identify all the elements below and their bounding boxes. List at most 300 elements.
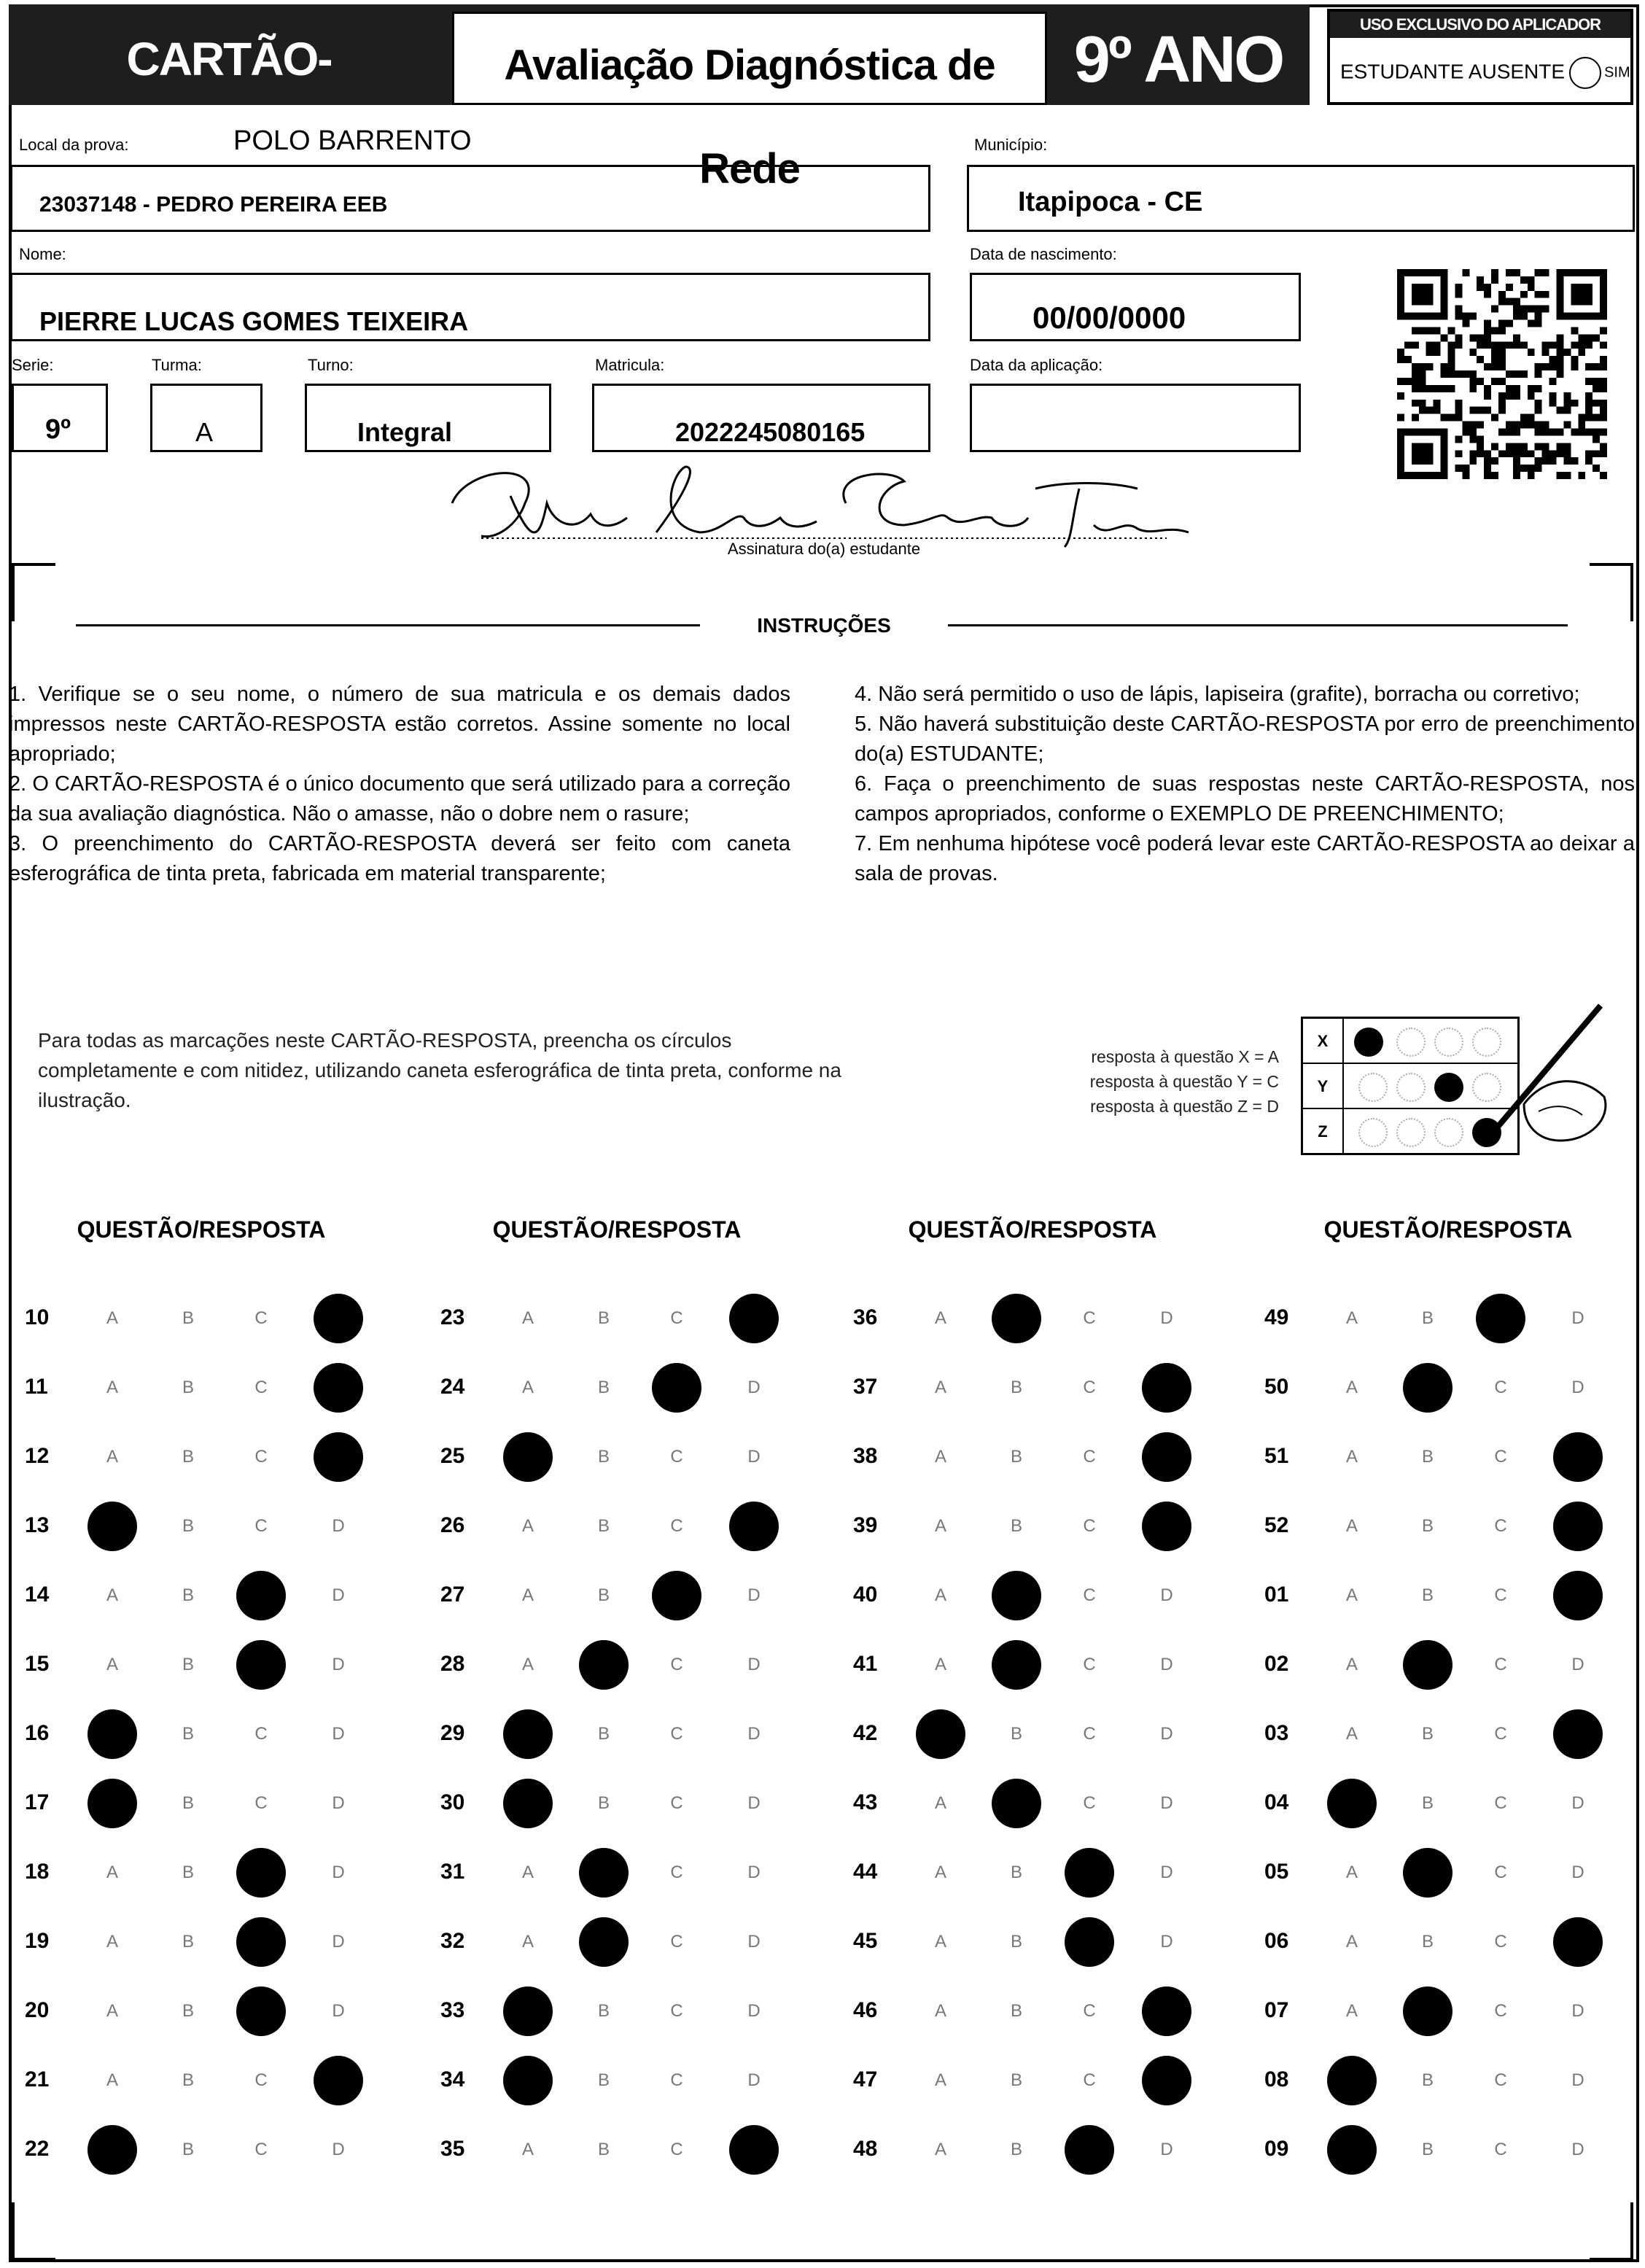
answer-bubble-b[interactable]: B bbox=[182, 2070, 194, 2090]
answer-bubble-d[interactable]: D bbox=[1571, 1863, 1584, 1882]
answer-bubble-c[interactable]: C bbox=[1083, 1447, 1096, 1467]
question-number: 07 bbox=[1264, 1998, 1289, 2022]
answer-bubble-c[interactable]: C bbox=[254, 1516, 268, 1536]
answer-mark-d[interactable] bbox=[1553, 1432, 1603, 1482]
answer-bubble-c[interactable]: C bbox=[254, 2140, 268, 2159]
answer-bubble-b[interactable]: B bbox=[1010, 1932, 1022, 1952]
answer-bubble-a[interactable]: A bbox=[934, 1378, 946, 1397]
answer-mark-b[interactable] bbox=[579, 1917, 629, 1967]
answer-bubble-b[interactable]: B bbox=[182, 1308, 194, 1328]
answer-mark-c[interactable] bbox=[236, 1571, 286, 1620]
answer-bubble-b[interactable]: B bbox=[597, 1378, 610, 1397]
question-number: 26 bbox=[440, 1513, 465, 1537]
answer-bubble-a[interactable]: A bbox=[934, 1793, 946, 1813]
corner-bottom-right bbox=[1590, 2202, 1633, 2261]
answer-bubble-b[interactable]: B bbox=[597, 1724, 610, 1744]
answer-bubble-d[interactable]: D bbox=[747, 1932, 761, 1952]
answer-bubble-d[interactable]: D bbox=[1571, 1378, 1584, 1397]
question-number: 38 bbox=[853, 1444, 878, 1468]
answer-bubble-d[interactable]: D bbox=[332, 1724, 345, 1744]
answer-bubble-c[interactable]: C bbox=[254, 2070, 268, 2090]
answer-bubble-a[interactable]: A bbox=[934, 2140, 946, 2159]
answer-bubble-a[interactable]: A bbox=[1345, 1932, 1358, 1952]
answer-bubble-a[interactable]: A bbox=[521, 1516, 534, 1536]
answer-bubble-a[interactable]: A bbox=[934, 2001, 946, 2021]
answer-mark-d[interactable] bbox=[1553, 1571, 1603, 1620]
serie-label: Serie: bbox=[12, 356, 54, 374]
answer-bubble-d[interactable]: D bbox=[1571, 2140, 1584, 2159]
answer-mark-d[interactable] bbox=[1142, 1432, 1191, 1482]
question-number: 47 bbox=[853, 2067, 878, 2092]
answer-bubble-b[interactable]: B bbox=[1421, 1516, 1434, 1536]
answer-bubble-c[interactable]: C bbox=[670, 2001, 683, 2021]
answer-mark-a[interactable] bbox=[503, 1779, 553, 1828]
answer-bubble-a[interactable]: A bbox=[1345, 1585, 1358, 1605]
turno-value: Integral bbox=[357, 417, 453, 447]
answer-bubble-d[interactable]: D bbox=[747, 2070, 761, 2090]
question-number: 15 bbox=[25, 1652, 50, 1676]
example-mark bbox=[1354, 1028, 1383, 1057]
question-number: 25 bbox=[440, 1444, 465, 1468]
question-number: 05 bbox=[1264, 1860, 1289, 1884]
question-number: 30 bbox=[440, 1790, 465, 1814]
aplicacao-field bbox=[970, 384, 1301, 452]
example-bubble bbox=[1396, 1073, 1426, 1102]
answer-bubble-d[interactable]: D bbox=[1160, 1793, 1173, 1813]
answer-mark-b[interactable] bbox=[1403, 1848, 1452, 1898]
answer-bubble-a[interactable]: A bbox=[1345, 1308, 1358, 1328]
answer-mark-d[interactable] bbox=[1553, 1917, 1603, 1967]
answer-bubble-b[interactable]: B bbox=[182, 2001, 194, 2021]
serie-value: 9º bbox=[45, 414, 71, 445]
example-key-z: Z bbox=[1303, 1109, 1344, 1154]
answer-mark-d[interactable] bbox=[1142, 1502, 1191, 1551]
answer-mark-a[interactable] bbox=[88, 1779, 137, 1828]
signature-caption: Assinatura do(a) estudante bbox=[727, 540, 921, 558]
answer-mark-b[interactable] bbox=[1403, 1987, 1452, 2036]
answer-mark-c[interactable] bbox=[1065, 1848, 1114, 1898]
answer-bubble-c[interactable]: C bbox=[1083, 1516, 1096, 1536]
answer-bubble-b[interactable]: B bbox=[597, 1585, 610, 1605]
example-bubble bbox=[1358, 1118, 1388, 1147]
answer-mark-c[interactable] bbox=[236, 1987, 286, 2036]
answer-mark-a[interactable] bbox=[88, 2125, 137, 2175]
answer-bubble-b[interactable]: B bbox=[1010, 2140, 1022, 2159]
answer-mark-a[interactable] bbox=[1327, 2056, 1377, 2105]
answer-bubble-b[interactable]: B bbox=[1010, 1447, 1022, 1467]
answer-bubble-c[interactable]: C bbox=[670, 2070, 683, 2090]
question-number: 32 bbox=[440, 1929, 465, 1953]
answer-mark-a[interactable] bbox=[503, 1432, 553, 1482]
question-number: 14 bbox=[25, 1582, 50, 1607]
example-bubble bbox=[1358, 1073, 1388, 1102]
answer-bubble-d[interactable]: D bbox=[332, 1932, 345, 1952]
example-line-x: resposta à questão X = A bbox=[1091, 1047, 1279, 1066]
answer-bubble-c[interactable]: C bbox=[1494, 1516, 1507, 1536]
answer-mark-c[interactable] bbox=[1476, 1294, 1525, 1343]
answer-mark-b[interactable] bbox=[579, 1640, 629, 1690]
answer-bubble-a[interactable]: A bbox=[934, 1655, 946, 1674]
answer-mark-d[interactable] bbox=[729, 1502, 779, 1551]
answer-mark-d[interactable] bbox=[314, 1363, 363, 1413]
answer-mark-a[interactable] bbox=[503, 1987, 553, 2036]
applicator-heading: USO EXCLUSIVO DO APLICADOR bbox=[1330, 12, 1630, 38]
answer-bubble-a[interactable]: A bbox=[934, 2070, 946, 2090]
answer-bubble-b[interactable]: B bbox=[182, 1932, 194, 1952]
answer-bubble-a[interactable]: A bbox=[1345, 1863, 1358, 1882]
answer-bubble-c[interactable]: C bbox=[1494, 1378, 1507, 1397]
example-key-y: Y bbox=[1303, 1064, 1344, 1108]
answer-bubble-a[interactable]: A bbox=[1345, 1447, 1358, 1467]
answer-bubble-c[interactable]: C bbox=[670, 1932, 683, 1952]
answer-bubble-b[interactable]: B bbox=[1010, 1516, 1022, 1536]
answer-bubble-c[interactable]: C bbox=[1083, 1308, 1096, 1328]
answer-bubble-b[interactable]: B bbox=[1421, 1932, 1434, 1952]
answer-bubble-b[interactable]: B bbox=[182, 1585, 194, 1605]
question-number: 11 bbox=[25, 1375, 48, 1399]
answer-mark-b[interactable] bbox=[1403, 1640, 1452, 1690]
nome-value: PIERRE LUCAS GOMES TEIXEIRA bbox=[39, 306, 469, 336]
question-number: 12 bbox=[25, 1444, 50, 1468]
answer-mark-a[interactable] bbox=[916, 1709, 965, 1759]
matricula-value: 2022245080165 bbox=[675, 417, 866, 447]
answer-bubble-a[interactable]: A bbox=[106, 2001, 118, 2021]
answer-bubble-a[interactable]: A bbox=[934, 1447, 946, 1467]
answer-bubble-d[interactable]: D bbox=[1160, 1932, 1173, 1952]
turma-label: Turma: bbox=[152, 356, 202, 374]
answer-bubble-a[interactable]: A bbox=[934, 1932, 946, 1952]
answer-bubble-b[interactable]: B bbox=[182, 2140, 194, 2159]
answer-bubble-c[interactable]: C bbox=[1494, 1863, 1507, 1882]
answer-bubble-d[interactable]: D bbox=[1571, 2070, 1584, 2090]
answer-mark-c[interactable] bbox=[236, 1640, 286, 1690]
example-bubble bbox=[1396, 1028, 1426, 1057]
answer-bubble-d[interactable]: D bbox=[747, 1863, 761, 1882]
turno-label: Turno: bbox=[308, 356, 354, 374]
answer-bubble-a[interactable]: A bbox=[521, 2140, 534, 2159]
answer-bubble-d[interactable]: D bbox=[1160, 1724, 1173, 1744]
answer-mark-b[interactable] bbox=[579, 1848, 629, 1898]
answer-bubble-d[interactable]: D bbox=[747, 2001, 761, 2021]
answer-mark-c[interactable] bbox=[1065, 1917, 1114, 1967]
question-number: 28 bbox=[440, 1652, 465, 1676]
answer-mark-a[interactable] bbox=[503, 1709, 553, 1759]
answer-bubble-b[interactable]: B bbox=[597, 2001, 610, 2021]
answer-bubble-a[interactable]: A bbox=[106, 1863, 118, 1882]
absent-bubble[interactable] bbox=[1569, 57, 1601, 89]
answer-bubble-a[interactable]: A bbox=[1345, 1655, 1358, 1674]
answer-bubble-d[interactable]: D bbox=[332, 1655, 345, 1674]
answer-bubble-c[interactable]: C bbox=[1494, 2070, 1507, 2090]
answer-bubble-c[interactable]: C bbox=[1083, 1724, 1096, 1744]
answer-bubble-b[interactable]: B bbox=[1010, 1378, 1022, 1397]
answer-bubble-c[interactable]: C bbox=[254, 1793, 268, 1813]
answer-bubble-a[interactable]: A bbox=[106, 1655, 118, 1674]
answer-bubble-a[interactable]: A bbox=[106, 1447, 118, 1467]
answer-bubble-a[interactable]: A bbox=[106, 1932, 118, 1952]
answer-mark-c[interactable] bbox=[236, 1848, 286, 1898]
answer-bubble-c[interactable]: C bbox=[1083, 1378, 1096, 1397]
answer-bubble-a[interactable]: A bbox=[934, 1308, 946, 1328]
question-number: 33 bbox=[440, 1998, 465, 2022]
answer-mark-d[interactable] bbox=[1142, 1363, 1191, 1413]
answer-mark-a[interactable] bbox=[503, 2056, 553, 2105]
answer-bubble-c[interactable]: C bbox=[670, 1863, 683, 1882]
question-number: 36 bbox=[853, 1305, 878, 1329]
answer-bubble-a[interactable]: A bbox=[934, 1516, 946, 1536]
answer-bubble-d[interactable]: D bbox=[332, 1863, 345, 1882]
answer-bubble-c[interactable]: C bbox=[254, 1378, 268, 1397]
answer-bubble-c[interactable]: C bbox=[670, 1308, 683, 1328]
answer-bubble-a[interactable]: A bbox=[521, 1932, 534, 1952]
grade-label: 9º ANO bbox=[1073, 23, 1283, 96]
answer-bubble-b[interactable]: B bbox=[182, 1793, 194, 1813]
answer-bubble-d[interactable]: D bbox=[747, 1724, 761, 1744]
answer-mark-a[interactable] bbox=[88, 1502, 137, 1551]
answer-mark-c[interactable] bbox=[236, 1917, 286, 1967]
pen-illustration-icon bbox=[1458, 995, 1619, 1155]
answer-mark-b[interactable] bbox=[992, 1294, 1041, 1343]
column-heading-3: QUESTÃO/RESPOSTA bbox=[908, 1216, 1157, 1243]
answer-bubble-c[interactable]: C bbox=[1083, 1655, 1096, 1674]
answer-bubble-c[interactable]: C bbox=[1494, 2001, 1507, 2021]
answer-bubble-b[interactable]: B bbox=[597, 1793, 610, 1813]
question-number: 10 bbox=[25, 1305, 50, 1329]
answer-bubble-b[interactable]: B bbox=[1421, 1447, 1434, 1467]
question-number: 18 bbox=[25, 1860, 50, 1884]
answer-bubble-b[interactable]: B bbox=[1421, 1308, 1434, 1328]
answer-bubble-c[interactable]: C bbox=[670, 1724, 683, 1744]
answer-bubble-b[interactable]: B bbox=[597, 2070, 610, 2090]
nome-label: Nome: bbox=[19, 245, 66, 263]
answer-bubble-b[interactable]: B bbox=[1010, 1724, 1022, 1744]
answer-bubble-c[interactable]: C bbox=[1083, 1585, 1096, 1605]
answer-bubble-a[interactable]: A bbox=[106, 1308, 118, 1328]
question-number: 20 bbox=[25, 1998, 50, 2022]
answer-bubble-c[interactable]: C bbox=[670, 1655, 683, 1674]
answer-bubble-d[interactable]: D bbox=[747, 1655, 761, 1674]
question-number: 06 bbox=[1264, 1929, 1289, 1953]
answer-bubble-c[interactable]: C bbox=[670, 1516, 683, 1536]
answer-bubble-d[interactable]: D bbox=[332, 1516, 345, 1536]
question-number: 31 bbox=[440, 1860, 465, 1884]
answer-bubble-d[interactable]: D bbox=[1571, 1655, 1584, 1674]
instruction-6: 6. Faça o preenchimento de suas respostas neste CARTÃO-RESPOSTA, nos campos apropriados, conforme o EXEMPLO DE PREENCHIMENTO; bbox=[855, 772, 1635, 826]
question-number: 44 bbox=[853, 1860, 878, 1884]
question-number: 23 bbox=[440, 1305, 465, 1329]
answer-mark-b[interactable] bbox=[1403, 1363, 1452, 1413]
qr-code bbox=[1397, 257, 1607, 492]
question-number: 03 bbox=[1264, 1721, 1289, 1745]
answer-bubble-d[interactable]: D bbox=[1160, 1585, 1173, 1605]
answer-bubble-a[interactable]: A bbox=[1345, 1516, 1358, 1536]
answer-bubble-d[interactable]: D bbox=[1571, 1793, 1584, 1813]
question-number: 04 bbox=[1264, 1790, 1289, 1814]
question-number: 29 bbox=[440, 1721, 465, 1745]
answer-bubble-c[interactable]: C bbox=[670, 1447, 683, 1467]
answer-bubble-d[interactable]: D bbox=[747, 1447, 761, 1467]
question-number: 19 bbox=[25, 1929, 50, 1953]
answer-bubble-c[interactable]: C bbox=[1083, 2070, 1096, 2090]
answer-bubble-d[interactable]: D bbox=[1160, 1863, 1173, 1882]
instructions-rule-left bbox=[76, 624, 710, 626]
answer-mark-c[interactable] bbox=[652, 1363, 701, 1413]
corner-bottom-left bbox=[12, 2202, 55, 2261]
answer-bubble-b[interactable]: B bbox=[597, 1308, 610, 1328]
answer-bubble-b[interactable]: B bbox=[182, 1863, 194, 1882]
answer-bubble-a[interactable]: A bbox=[1345, 1378, 1358, 1397]
instruction-3: 3. O preenchimento do CARTÃO-RESPOSTA deverá ser feito com caneta esferográfica de tinta preta, fabricada em material transparente; bbox=[9, 832, 790, 885]
answer-bubble-a[interactable]: A bbox=[1345, 2001, 1358, 2021]
fill-instructions: Para todas as marcações neste CARTÃO-RESPOSTA, preencha os círculos completamente e com nitidez, utilizando caneta esferográfica de tinta preta, conforme na ilustração. bbox=[38, 1029, 841, 1111]
local-value: POLO BARRENTO bbox=[233, 125, 472, 156]
answer-mark-a[interactable] bbox=[1327, 2125, 1377, 2175]
answer-mark-d[interactable] bbox=[1142, 1987, 1191, 2036]
answer-bubble-a[interactable]: A bbox=[521, 1378, 534, 1397]
aplicacao-label: Data da aplicação: bbox=[970, 356, 1103, 374]
answer-bubble-b[interactable]: B bbox=[597, 1447, 610, 1467]
answer-mark-d[interactable] bbox=[314, 1294, 363, 1343]
example-line-z: resposta à questão Z = D bbox=[1090, 1097, 1279, 1116]
answer-bubble-b[interactable]: B bbox=[182, 1724, 194, 1744]
instructions-right bbox=[855, 680, 1635, 889]
question-number: 50 bbox=[1264, 1375, 1289, 1399]
answer-bubble-d[interactable]: D bbox=[1571, 1308, 1584, 1328]
answer-bubble-b[interactable]: B bbox=[1421, 1585, 1434, 1605]
answer-bubble-d[interactable]: D bbox=[332, 1793, 345, 1813]
answer-bubble-d[interactable]: D bbox=[747, 1378, 761, 1397]
answer-mark-d[interactable] bbox=[729, 1294, 779, 1343]
example-key-x: X bbox=[1303, 1019, 1344, 1063]
question-number: 42 bbox=[853, 1721, 878, 1745]
answer-bubble-b[interactable]: B bbox=[1010, 2001, 1022, 2021]
answer-bubble-c[interactable]: C bbox=[1494, 1655, 1507, 1674]
answer-bubble-b[interactable]: B bbox=[1421, 2070, 1434, 2090]
answer-bubble-b[interactable]: B bbox=[1421, 1793, 1434, 1813]
card-title: CARTÃO-RESPOSTA bbox=[108, 33, 350, 195]
answer-mark-d[interactable] bbox=[314, 2056, 363, 2105]
answer-mark-d[interactable] bbox=[314, 1432, 363, 1482]
answer-bubble-a[interactable]: A bbox=[1345, 1724, 1358, 1744]
column-heading-1: QUESTÃO/RESPOSTA bbox=[77, 1216, 326, 1243]
answer-bubble-b[interactable]: B bbox=[597, 1516, 610, 1536]
question-number: 16 bbox=[25, 1721, 50, 1745]
answer-bubble-d[interactable]: D bbox=[1571, 2001, 1584, 2021]
answer-bubble-d[interactable]: D bbox=[747, 1793, 761, 1813]
question-number: 27 bbox=[440, 1582, 465, 1607]
answer-mark-c[interactable] bbox=[1065, 2125, 1114, 2175]
answer-bubble-c[interactable]: C bbox=[1494, 1793, 1507, 1813]
answer-bubble-a[interactable]: A bbox=[521, 1655, 534, 1674]
question-number: 22 bbox=[25, 2137, 50, 2161]
answer-bubble-a[interactable]: A bbox=[106, 1585, 118, 1605]
answer-bubble-c[interactable]: C bbox=[1083, 2001, 1096, 2021]
answer-mark-d[interactable] bbox=[1553, 1502, 1603, 1551]
answer-bubble-c[interactable]: C bbox=[1494, 1932, 1507, 1952]
answer-mark-b[interactable] bbox=[992, 1779, 1041, 1828]
question-number: 43 bbox=[853, 1790, 878, 1814]
answer-bubble-b[interactable]: B bbox=[182, 1378, 194, 1397]
answer-mark-c[interactable] bbox=[652, 1571, 701, 1620]
answer-bubble-c[interactable]: C bbox=[1494, 1585, 1507, 1605]
answer-bubble-b[interactable]: B bbox=[1010, 2070, 1022, 2090]
answer-bubble-b[interactable]: B bbox=[597, 2140, 610, 2159]
answer-bubble-d[interactable]: D bbox=[332, 2001, 345, 2021]
answer-mark-a[interactable] bbox=[88, 1709, 137, 1759]
nascimento-label: Data de nascimento: bbox=[970, 245, 1117, 263]
answer-mark-b[interactable] bbox=[992, 1640, 1041, 1690]
question-number: 39 bbox=[853, 1513, 878, 1537]
answer-bubble-b[interactable]: B bbox=[1421, 1724, 1434, 1744]
answer-bubble-b[interactable]: B bbox=[1010, 1863, 1022, 1882]
instruction-1: 1. Verifique se o seu nome, o número de sua matricula e os demais dados impressos neste CARTÃO-RESPOSTA estão corretos. Assine somente no local apropriado; bbox=[9, 683, 790, 766]
answer-bubble-a[interactable]: A bbox=[106, 1378, 118, 1397]
answer-bubble-d[interactable]: D bbox=[1160, 1308, 1173, 1328]
answer-bubble-d[interactable]: D bbox=[332, 1585, 345, 1605]
answer-bubble-c[interactable]: C bbox=[1494, 1724, 1507, 1744]
nascimento-value: 00/00/0000 bbox=[1032, 300, 1186, 335]
question-number: 01 bbox=[1264, 1582, 1289, 1607]
instruction-2: 2. O CARTÃO-RESPOSTA é o único documento que será utilizado para a correção da sua avaliação diagnóstica. Não o amasse, não o dobre nem o rasure; bbox=[9, 772, 790, 826]
exam-name: Avaliação Diagnóstica de Rede bbox=[452, 12, 1047, 105]
answer-bubble-c[interactable]: C bbox=[1494, 1447, 1507, 1467]
question-number: 08 bbox=[1264, 2067, 1289, 2092]
column-heading-4: QUESTÃO/RESPOSTA bbox=[1323, 1216, 1573, 1243]
answer-bubble-a[interactable]: A bbox=[934, 1863, 946, 1882]
answer-bubble-a[interactable]: A bbox=[106, 2070, 118, 2090]
question-number: 21 bbox=[25, 2067, 50, 2092]
answer-bubble-d[interactable]: D bbox=[747, 1585, 761, 1605]
absent-yes-label: SIM bbox=[1604, 64, 1630, 81]
answer-bubble-d[interactable]: D bbox=[1160, 2140, 1173, 2159]
answer-mark-a[interactable] bbox=[1327, 1779, 1377, 1828]
instructions-rule-right bbox=[941, 624, 1568, 626]
corner-top-right bbox=[1590, 563, 1633, 621]
question-number: 02 bbox=[1264, 1652, 1289, 1676]
answer-bubble-c[interactable]: C bbox=[670, 1793, 683, 1813]
question-number: 40 bbox=[853, 1582, 878, 1607]
instructions-title: INSTRUÇÕES bbox=[700, 614, 948, 637]
answer-bubble-b[interactable]: B bbox=[182, 1655, 194, 1674]
answer-mark-d[interactable] bbox=[729, 2125, 779, 2175]
answer-mark-d[interactable] bbox=[1142, 2056, 1191, 2105]
answer-bubble-a[interactable]: A bbox=[934, 1585, 946, 1605]
example-bubble bbox=[1396, 1118, 1426, 1147]
answer-bubble-a[interactable]: A bbox=[521, 1585, 534, 1605]
answer-bubble-d[interactable]: D bbox=[332, 2140, 345, 2159]
question-number: 34 bbox=[440, 2067, 465, 2092]
answer-bubble-c[interactable]: C bbox=[1083, 1793, 1096, 1813]
example-line-y: resposta à questão Y = C bbox=[1089, 1072, 1279, 1091]
answer-mark-d[interactable] bbox=[1553, 1709, 1603, 1759]
answer-bubble-d[interactable]: D bbox=[1160, 1655, 1173, 1674]
answer-bubble-b[interactable]: B bbox=[182, 1447, 194, 1467]
answer-bubble-b[interactable]: B bbox=[182, 1516, 194, 1536]
answer-bubble-c[interactable]: C bbox=[254, 1447, 268, 1467]
answer-bubble-c[interactable]: C bbox=[254, 1308, 268, 1328]
answer-bubble-c[interactable]: C bbox=[670, 2140, 683, 2159]
municipio-value: Itapipoca - CE bbox=[1018, 187, 1203, 217]
instructions-left bbox=[9, 680, 790, 889]
answer-bubble-a[interactable]: A bbox=[521, 1863, 534, 1882]
question-number: 45 bbox=[853, 1929, 878, 1953]
answer-bubble-b[interactable]: B bbox=[1421, 2140, 1434, 2159]
answer-bubble-a[interactable]: A bbox=[521, 1308, 534, 1328]
answer-bubble-c[interactable]: C bbox=[1494, 2140, 1507, 2159]
corner-top-left bbox=[12, 563, 55, 621]
answer-mark-b[interactable] bbox=[992, 1571, 1041, 1620]
answer-bubble-c[interactable]: C bbox=[254, 1724, 268, 1744]
